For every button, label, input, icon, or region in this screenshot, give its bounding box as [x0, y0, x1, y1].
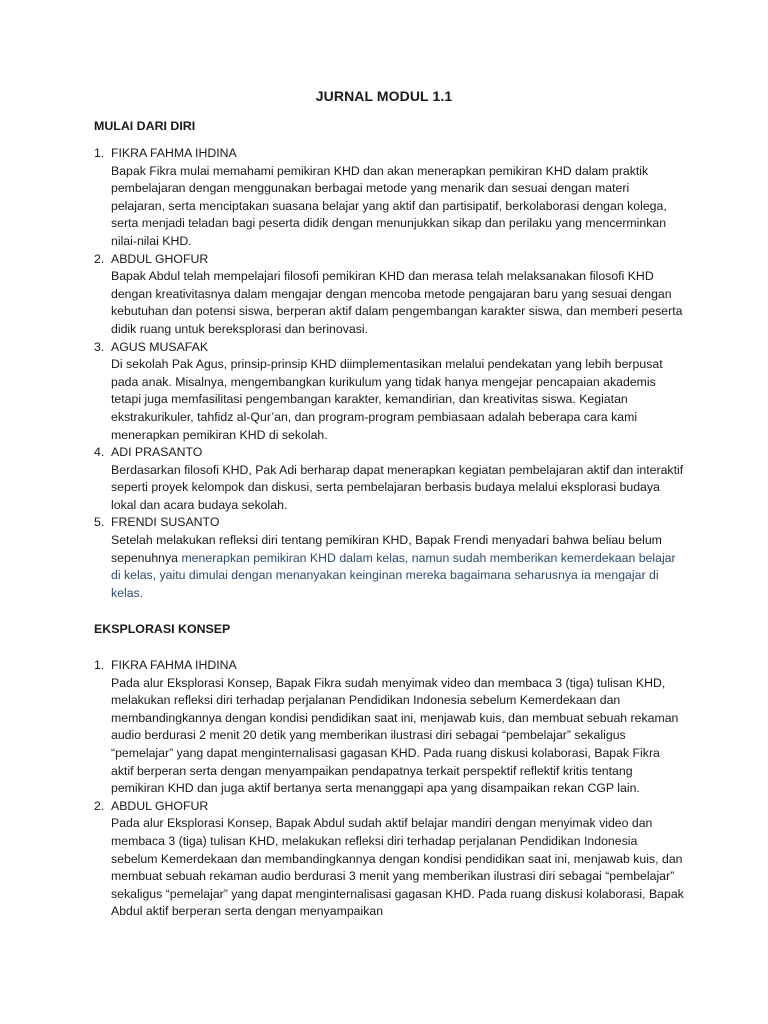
list-item: [94, 339, 684, 445]
list-number: 5.: [94, 515, 105, 530]
entry-text-tinted: menerapkan pemikiran KHD dalam kelas, namun sudah memberikan kemerdekaan belajar di kelas, yaitu dimulai dengan menanyakan keinginan mereka bagaimana seharusnya ia mengajar di kelas.: [111, 550, 676, 600]
entry-text: [111, 532, 684, 602]
list-number: 1.: [94, 658, 105, 672]
entry-text: Pada alur Eksplorasi Konsep, Bapak Abdul sudah aktif belajar mandiri dengan menyimak video dan membaca 3 (tiga) tulisan KHD, melakukan refleksi diri terhadap perjalanan Pendidikan Indonesia sebelum Kemerdekaan dan membandingkannya dengan kondisi pendidikan saat ini, menjawab kuis, dan membuat sebuah rekaman audio berdurasi 3 menit yang memberikan ilustrasi diri sebagai “pembelajar” sekaligus “pemelajar” yang dapat menginternalisasi gagasan KHD. Pada ruang diskusi kolaborasi, Bapak Abdul aktif berperan serta dengan menyampaikan: [111, 816, 684, 919]
list-item: [94, 657, 684, 798]
list-item: [94, 798, 684, 921]
document-title: JURNAL MODUL 1.1: [315, 88, 453, 104]
entry-text-plain: Setelah melakukan refleksi diri tentang pemikiran KHD, Bapak Frendi menyadari bahwa beliau belum sepenuhnya: [111, 533, 662, 565]
list-item: [94, 444, 684, 514]
list-item: [94, 251, 684, 339]
list-number: 3.: [94, 339, 105, 354]
list-number: 4.: [94, 445, 105, 460]
list-number: 1.: [94, 146, 105, 160]
list-number: 2.: [94, 251, 105, 266]
section-heading-eksplorasi-konsep: EKSPLORASI KONSEP: [94, 622, 231, 636]
participant-name: FIKRA FAHMA IHDINA: [111, 146, 237, 160]
participant-name: FRENDI SUSANTO: [111, 515, 220, 530]
entry-text: Berdasarkan filosofi KHD, Pak Adi berharap dapat menerapkan kegiatan pembelajaran aktif dan interaktif seperti proyek kelompok dan diskusi, serta pembelajaran berbasis budaya melalui eksplorasi budaya lokal dan acara budaya sekolah.: [111, 462, 684, 512]
entry-text: Di sekolah Pak Agus, prinsip-prinsip KHD diimplementasikan melalui pendekatan yang lebih berpusat pada anak. Misalnya, mengembangkan kurikulum yang tidak hanya mengejar pencapaian akademis tetapi juga memfasilitasi pengembangan karakter, kemandirian, dan kreativitas siswa. Kegiatan ekstrakurikuler, tahfidz al-Qur’an, dan program-program pembiasaan adalah beberapa cara kami menerapkan pemikiran KHD di sekolah.: [111, 357, 663, 442]
participant-name: FIKRA FAHMA IHDINA: [111, 658, 237, 672]
participant-name: ADI PRASANTO: [111, 445, 203, 460]
participant-name: ABDUL GHOFUR: [111, 798, 209, 813]
participant-name: ABDUL GHOFUR: [111, 251, 209, 266]
entry-list-eksplorasi-konsep: [94, 657, 684, 921]
entry-list-mulai-dari-diri: [94, 145, 684, 602]
list-item: [94, 145, 684, 251]
entry-text: Pada alur Eksplorasi Konsep, Bapak Fikra sudah menyimak video dan membaca 3 (tiga) tulisan KHD, melakukan refleksi diri terhadap perjalanan Pendidikan Indonesia sebelum Kemerdekaan dan membandingkannya dengan kondisi pendidikan saat ini, menjawab kuis, dan membuat sebuah rekaman audio berdurasi 2 menit 20 detik yang memberikan ilustrasi diri sebagai “pembelajar” sekaligus “pemelajar” yang dapat menginternalisasi gagasan KHD. Pada ruang diskusi kolaborasi, Bapak Fikra aktif berperan serta dengan menyampaikan pendapatnya terkait perspektif reflektif kritis tentang pemikiran KHD dan juga aktif bertanya serta menanggapi apa yang disampaikan rekan CGP lain.: [111, 675, 679, 796]
participant-name: AGUS MUSAFAK: [111, 339, 209, 354]
list-number: 2.: [94, 798, 105, 813]
list-item: [94, 514, 684, 602]
entry-text: Bapak Abdul telah mempelajari filosofi pemikiran KHD dan merasa telah melaksanakan filosofi KHD dengan kreativitasnya dalam mengajar dengan mencoba metode pengajaran baru yang sesuai dengan kebutuhan dan potensi siswa, berperan aktif dalam pengembangan karakter siswa, dan memberi peserta didik ruang untuk bereksplorasi dan berinovasi.: [111, 269, 683, 336]
section-heading-mulai-dari-diri: MULAI DARI DIRI: [94, 119, 196, 133]
entry-text: Bapak Fikra mulai memahami pemikiran KHD dan akan menerapkan pemikiran KHD dalam praktik pembelajaran dengan menggunakan berbagai metode yang menarik dan sesuai dengan materi pelajaran, serta menciptakan suasana belajar yang aktif dan partisipatif, berkolaborasi dengan kolega, serta menjadi teladan bagi peserta didik dengan menunjukkan sikap dan perilaku yang mencerminkan nilai-nilai KHD.: [111, 163, 667, 248]
